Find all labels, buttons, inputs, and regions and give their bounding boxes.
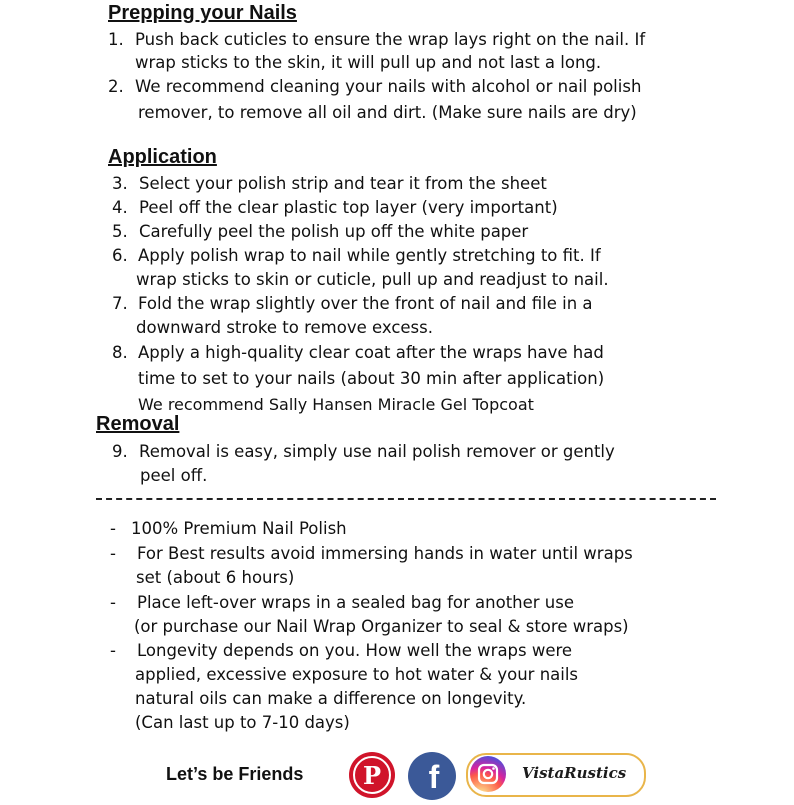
step-9-line-2: peel off. (140, 466, 208, 485)
note-bullet: - (110, 519, 116, 538)
step-1-line-1: 1. Push back cuticles to ensure the wrap lays right on the nail. If (108, 30, 646, 49)
step-8-line-2: time to set to your nails (about 30 min after application) (138, 369, 605, 388)
step-3: 3. Select your polish strip and tear it from the sheet (112, 174, 547, 193)
note-1: - 100% Premium Nail Polish (110, 519, 347, 538)
pinterest-icon[interactable] (348, 751, 396, 799)
note-2-line-2: set (about 6 hours) (136, 568, 295, 587)
step-1-line-2: wrap sticks to the skin, it will pull up and not last a long. (135, 53, 602, 72)
step-number: 2. (108, 77, 124, 96)
pinterest-glyph: P (362, 761, 382, 790)
dashed-divider (96, 498, 716, 500)
step-number: 7. (112, 294, 128, 313)
note-3-line-2: (or purchase our Nail Wrap Organizer to seal & store wraps) (134, 617, 629, 636)
application-heading: Application (108, 146, 217, 168)
note-2-line-1: - For Best results avoid immersing hands in water until wraps (110, 544, 633, 563)
note-3-line-1: - Place left-over wraps in a sealed bag for another use (110, 593, 575, 612)
step-5: 5. Carefully peel the polish up off the white paper (112, 222, 529, 241)
note-bullet: - (110, 593, 116, 612)
step-2-line-2: remover, to remove all oil and dirt. (Make sure nails are dry) (138, 103, 637, 122)
step-2-line-1: 2. We recommend cleaning your nails with alcohol or nail polish (108, 77, 642, 96)
note-4-line-4: (Can last up to 7-10 days) (135, 713, 350, 732)
step-8-line-1: 8. Apply a high-quality clear coat after the wraps have had (112, 343, 604, 362)
prepping-heading: Prepping your Nails (108, 2, 297, 24)
step-number: 8. (112, 343, 128, 362)
step-4: 4. Peel off the clear plastic top layer (very important) (112, 198, 558, 217)
instagram-icon[interactable] (470, 756, 506, 792)
step-number: 9. (112, 442, 128, 461)
note-4-line-2: applied, excessive exposure to hot water & your nails (135, 665, 579, 684)
step-number: 1. (108, 30, 124, 49)
lets-be-friends-text: Let’s be Friends (166, 764, 304, 784)
removal-heading: Removal (96, 413, 180, 435)
step-number: 3. (112, 174, 128, 193)
instagram-handle[interactable]: VistaRustics (522, 764, 627, 782)
step-6-line-1: 6. Apply polish wrap to nail while gently stretching to fit. If (112, 246, 601, 265)
note-4-line-1: - Longevity depends on you. How well the wraps were (110, 641, 573, 660)
step-6-line-2: wrap sticks to skin or cuticle, pull up and readjust to nail. (136, 270, 609, 289)
note-4-line-3: natural oils can make a difference on longevity. (135, 689, 527, 708)
step-number: 5. (112, 222, 128, 241)
step-7-line-1: 7. Fold the wrap slightly over the front of nail and file in a (112, 294, 593, 313)
step-8-line-3: We recommend Sally Hansen Miracle Gel Topcoat (138, 395, 534, 414)
facebook-glyph: f (428, 759, 440, 795)
step-9-line-1: 9. Removal is easy, simply use nail polish remover or gently (112, 442, 615, 461)
note-bullet: - (110, 641, 116, 660)
step-7-line-2: downward stroke to remove excess. (136, 318, 433, 337)
note-bullet: - (110, 544, 116, 563)
step-number: 6. (112, 246, 128, 265)
step-number: 4. (112, 198, 128, 217)
